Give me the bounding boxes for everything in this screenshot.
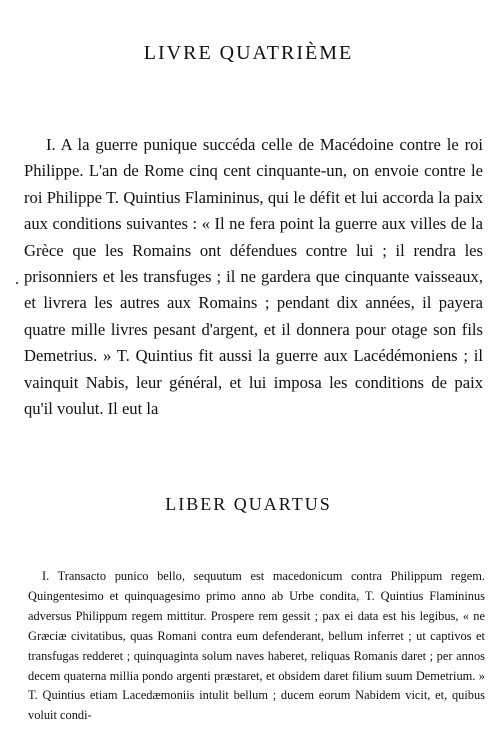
french-text-block — [24, 132, 483, 422]
latin-paragraph: I. Transacto punico bello, sequutum est macedonicum contra Philippum regem. Quingentesimo et quinquagesimo primo anno ab Urbe condita, T. Quintius Flamininus adversus Philippum regem mittitur. Prospere rem gessit ; pax ei data est his legibus, « ne Græciæ civitatibus, quas Romani contra eum defenderant, bellum inferret ; ut captivos et transfugas redderet ; quinquaginta solum naves haberet, reliquas Romanis daret ; per annos decem quaterna millia pondo argenti præstaret, et obsidem daret filium suum Demetrium. » T. Quintius etiam Lacedæmoniis intulit bellum ; ducem eorum Nabidem vicit, et, quibus voluit condi- — [28, 569, 485, 723]
french-paragraph: I. A la guerre punique succéda celle de Macédoine contre le roi Philippe. L'an de Rome cinq cent cinquante-un, on envoie contre le roi Philippe T. Quintius Flamininus, qui le défit et lui accorda la paix aux conditions suivantes : « Il ne fera point la guerre aux villes de la Grèce que les Romains ont défendues contre lui ; il rendra les prisonniers et les transfuges ; il ne gardera que cinquante vaisseaux, et livrera les autres aux Romains ; pendant dix années, il payera quatre mille livres pesant d'argent, et il donnera pour otage son fils Demetrius. » T. Quintius fit aussi la guerre aux Lacédémoniens ; il vainquit Nabis, leur général, et lui imposa les conditions de paix qu'il voulut. Il eut la — [24, 135, 483, 419]
latin-text-block — [28, 567, 485, 726]
latin-book-title: LIBER QUARTUS — [165, 494, 332, 514]
french-book-title: LIVRE QUATRIÈME — [143, 42, 354, 64]
margin-speck — [16, 282, 18, 284]
